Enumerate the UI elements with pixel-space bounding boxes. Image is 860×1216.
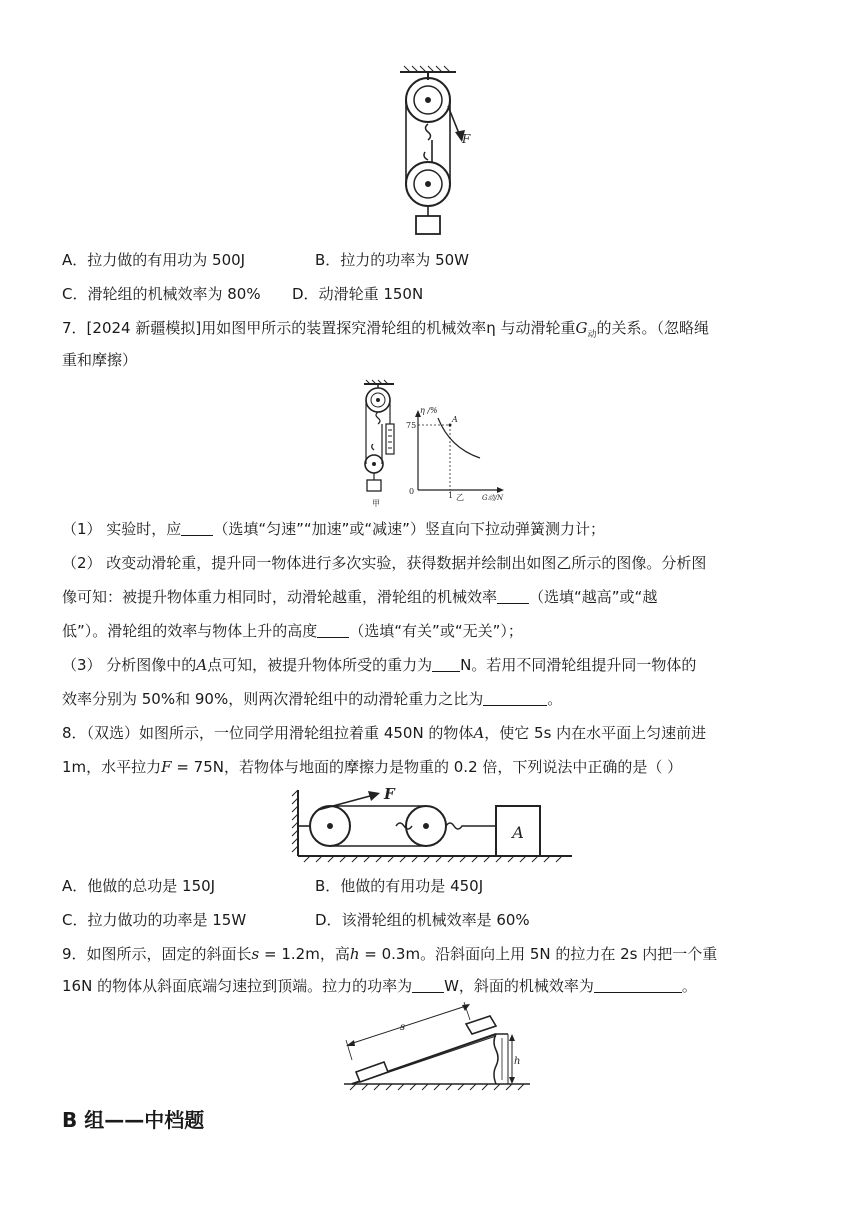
q6-option-d[interactable]: D．动滑轮重 150N bbox=[292, 285, 424, 303]
q6-option-b[interactable]: B．拉力的功率为 50W bbox=[315, 251, 469, 269]
q9-stem-line1: 9．如图所示，固定的斜面长s = 1.2m，高h = 0.3m。沿斜面向上用 5N 的拉力在 2s 内把一个重 bbox=[62, 945, 718, 963]
q7-point-a-label: A bbox=[452, 415, 458, 424]
q6-option-a[interactable]: A．拉力做的有用功为 500J bbox=[62, 251, 246, 269]
q7-part3-line2: 效率分别为 50%和 90%，则两次滑轮组中的动滑轮重力之比为 。 bbox=[62, 690, 563, 708]
q8-stem-line1: 8．（双选）如图所示，一位同学用滑轮组拉着重 450N 的物体A，使它 5s 内在水平面上匀速前进 bbox=[62, 724, 707, 742]
section-b-heading: B 组——中档题 bbox=[62, 1108, 205, 1132]
q7-part1: （1） 实验时，应 （选填“匀速”“加速”或“减速”）竖直向下拉动弹簧测力计； bbox=[62, 520, 605, 538]
q9-stem-line2: 16N 的物体从斜面底端匀速拉到顶端。拉力的功率为 W，斜面的机械效率为 。 bbox=[62, 977, 697, 995]
q7-part2-line3: 低”）。滑轮组的效率与物体上升的高度 （选填“有关”或“无关”）； bbox=[62, 622, 523, 640]
q8-stem-line2: 1m，水平拉力F = 75N，若物体与地面的摩擦力是物重的 0.2 倍，下列说法中正确的是（ ） bbox=[62, 758, 683, 776]
q7-y-axis-label: η /% bbox=[420, 406, 438, 415]
q6-force-label: F bbox=[462, 132, 471, 146]
q7-part2-line2: 像可知：被提升物体重力相同时，动滑轮越重，滑轮组的机械效率 （选填“越高”或“越 bbox=[62, 588, 658, 606]
q9-block-top bbox=[466, 1016, 496, 1034]
q7-part2-line1: （2） 改变动滑轮重，提升同一物体进行多次实验，获得数据并绘制出如图乙所示的图像。分析图 bbox=[62, 554, 707, 572]
q7-x-tick: 1 bbox=[448, 491, 454, 500]
q6-option-c[interactable]: C．滑轮组的机械效率为 80% bbox=[62, 285, 261, 303]
q8-option-b[interactable]: B．他做的有用功是 450J bbox=[315, 877, 484, 895]
q7-origin-label: 0 bbox=[409, 487, 415, 496]
q7-stem-line1: 7．[2024 新疆模拟]用如图甲所示的装置探究滑轮组的机械效率η 与动滑轮重$G_动$的关系。（忽略绳 bbox=[62, 319, 709, 340]
q7-jia-label: 甲 bbox=[372, 499, 380, 508]
q8-block-label: A bbox=[512, 823, 524, 842]
q7-x-axis-label: G动/N bbox=[482, 494, 504, 502]
q7-yi-label: 乙 bbox=[456, 493, 464, 502]
q7-y-tick: 75 bbox=[406, 421, 417, 430]
q7-stem-line2: 重和摩擦） bbox=[62, 351, 138, 369]
q8-option-d[interactable]: D．该滑轮组的机械效率是 60% bbox=[315, 911, 530, 929]
q7-part3-line1: （3） 分析图像中的A点可知，被提升物体所受的重力为 N。若用不同滑轮组提升同一物体的 bbox=[62, 656, 697, 674]
q8-force-label: F bbox=[384, 785, 395, 803]
q9-block-bottom bbox=[356, 1062, 388, 1082]
q9-height-label: h bbox=[514, 1056, 521, 1067]
q8-option-a[interactable]: A．他做的总功是 150J bbox=[62, 877, 216, 895]
q9-length-label: s bbox=[400, 1022, 406, 1033]
q8-option-c[interactable]: C．拉力做功的功率是 15W bbox=[62, 911, 247, 929]
